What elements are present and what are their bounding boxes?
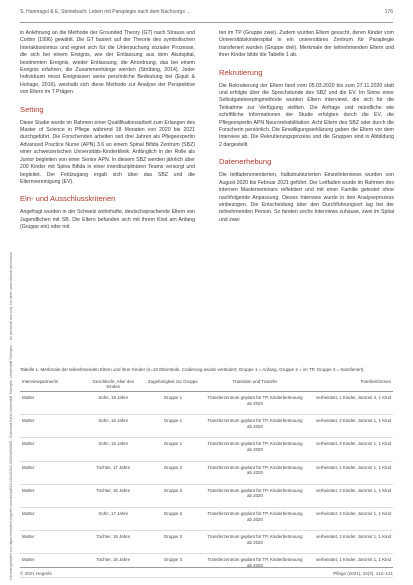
table-cell: Mutter xyxy=(20,484,83,507)
table-cell: Mutter xyxy=(20,554,83,577)
footer-rule xyxy=(20,567,393,568)
table-cell: Gruppe 3 xyxy=(143,554,203,577)
table-cell: Sohn, 15 Jahre xyxy=(83,392,143,415)
heading-rekrutierung: Rekrutierung xyxy=(219,67,263,77)
table-cell: Sohn, 15 Jahre xyxy=(83,438,143,461)
table-cell: Transferzentrum geplant für TP, Kinderbetreuung ab 2020 xyxy=(203,415,307,438)
side-margin-text: Heruntergeladen von https://econtent.hogrefe.com/doi/pdf/10.1024/1012-5302/a000805 - Eberhard Karls Universität Tübingen, Universität Tübingen ... for personal use only. No other uses without permission. xyxy=(9,250,13,580)
table-cell: verheiratet, 3 Kinder, Jaromir 1, 1 Kind xyxy=(307,531,393,554)
table-cell: verheiratet, 1 Kinder, Jaromir 1, 1 Kind xyxy=(307,554,393,577)
table-cell: verheiratet, 1 Kinder, Jaromir 4, 1 Kind xyxy=(307,392,393,415)
table-cell: Mutter xyxy=(20,507,83,530)
table-cell: Transferzentrum geplant für TP, Kinderbetreuung ab 2020 xyxy=(203,461,307,484)
right-paragraph-3: Die leitfadenorientierten, halbstrukturierten Einzelinterviews wurden von August 2020 bis Februar 2021 geführt. Der Leitfaden wurde im Rahmen des internen Masterseminars reflektiert und mit einer Familie getestet ohne nachfolgende Anpassung. Dieses Interview wurde in den Analyseprozess einbezogen. Die Entscheidung über den Durchführungsort lag bei der teilnehmenden Person. So fanden sechs Interviews zuhause, zwei im Spital und zwei xyxy=(219,172,394,223)
table-cell: Mutter xyxy=(20,531,83,554)
right-column xyxy=(219,30,394,230)
table-cell: verheiratet, 1 Kinder, Jaromir 1, 1 Kind xyxy=(307,461,393,484)
table-cell: Transferzentrum geplant für TP, Kinderbetreuung ab 2020 xyxy=(203,438,307,461)
table-row xyxy=(20,507,393,530)
table-cell: Gruppe 2 xyxy=(143,461,203,484)
col-header: Transition und Transfer xyxy=(203,377,307,392)
table-cell: Gruppe 3 xyxy=(143,531,203,554)
page-footer xyxy=(20,569,393,579)
table-cell: verheiratet, 2 Kinder, Jaromir 1, 1 Kind xyxy=(307,484,393,507)
table-row xyxy=(20,531,393,554)
table-cell: Transferzentrum geplant für TP, Kinderbetreuung ab 2020 xyxy=(203,531,307,554)
right-paragraph-2: Die Rekrutierung der Eltern fand vom 05.03.2020 bis zum 27.11.2020 statt und erfolgte über die Sprechstunde des SBZ und die EV. Im Sinne einer Selbstgatekeepingmethode wurden Eltern interviewt, die sich für die Teilnahme zur Verfügung stellten. Die Anfrage und mündliche wie schriftliche Informationen der Studie erfolgten durch die EV, die Pflegeexpertin APN Neurorehabilitation. Acht Eltern des SBZ oder durch die Forscherin persönlich. Die Einwilligungserklärung gaben die Eltern vor dem Interview ab. Die Rekrutierungsprozess und die Gruppen sind in Abbildung 2 dargestellt. xyxy=(219,82,394,148)
col-header: Geschlecht, Alter des Kindes xyxy=(83,377,143,392)
left-paragraph-1: in Anlehnung an die Methode der Grounded Theory (GT) nach Strauss und Corbin (1996) gewählt. Die GT basiert auf der Theorie des symbolischen Interaktionismus und eignet sich für die Untersuchung sozialer Prozesse, die sich bei einem Ereignis, wie der Entlassung aus dem Akutspital, bestimmten Ereignis, wieder Entlassung, die Anordnung, das bei einem Ereignis erfahren, die Zusammenhänge werden (Strübing, 2014). Jeder Individuum misst Ereignissen seine persönliche Bedeutung bei (Equit & Hohage, 2016), weshalb sich diese Methode zur Analyse der Perspektive von Eltern im T Prägen. xyxy=(20,30,195,96)
table-cell: verheiratet, 2 Kinder, Jaromir 1, 1 Kind xyxy=(307,415,393,438)
table-cell: verheiratet, 4 Kinder, Jaromir 1, 1 Kind xyxy=(307,507,393,530)
table-cell: Transferzentrum geplant für TP, Kinderbetreuung ab 2020 xyxy=(203,484,307,507)
table-caption: Tabelle 1. Merkmale der teilnehmenden Eltern und ihrer Kinder (n=10 Elternteile, Codierung wurde verändert; Gruppe 1 = Anfang, Gruppe 2 = im TP, Gruppe 3 = transferiert) xyxy=(20,367,364,372)
table-block xyxy=(20,367,393,578)
heading-einschlusskriterien: Ein- und Ausschlusskriterien xyxy=(20,194,116,204)
table-row xyxy=(20,484,393,507)
heading-setting: Setting xyxy=(20,104,44,114)
table-cell: Mutter xyxy=(20,392,83,415)
heading-datenerhebung: Datenerhebung xyxy=(219,157,272,167)
table-cell: Mutter xyxy=(20,438,83,461)
table-row xyxy=(20,438,393,461)
running-head xyxy=(20,6,393,20)
left-paragraph-2: Diese Studie wurde im Rahmen einer Qualifikationsarbeit zum Erlangen des Master of Science in Pflege während 18 Monaten von 2020 bis 2021 durchgeführt. Die Forschenden arbeiten seit drei Jahren als Pflegeexpertin Advanced Practice Nurse (APN) 3.6 an einem Spinal Bifida Zentrum (SBZ) einer schweizerischen Universitäts-Kinderklinik. Anfänglich in der Rolle als Junior begleiten von einer Senior APN. In diesem SBZ werden jährlich über 200 Kinder mit Spina Bifida in einer interdisziplinären Teams versorgt und begleitet. Der Feldzugang ergab sich über das SBZ und die Elternvereinigung (EV). xyxy=(20,119,195,185)
col-header: Interviewpartner/in xyxy=(20,377,83,392)
running-head-title: S. Hanmagel & E. Steinebach: Leben mit Paraplegie nach dem Nachsorge ... xyxy=(20,9,191,15)
table-row xyxy=(20,461,393,484)
page-number: 176 xyxy=(384,9,393,15)
col-header: Zugehörigkeit zur Gruppe xyxy=(143,377,203,392)
right-paragraph-1: ten im TP (Gruppe zwei). Zudem wurden Eltern gesucht, deren Kinder vom Universitätskinderspital in ein universitäres Zentrum für Paraplegie transferiert wurden (Gruppe drei). Merkmale der teilnehmenden Eltern und ihrer Kinder bilde die Tabelle 1 ab. xyxy=(219,30,394,59)
table-cell: Gruppe 1 xyxy=(143,392,203,415)
left-column xyxy=(20,30,195,238)
table-cell: Transferzentrum geplant für TP, Kinderbetreuung ab 2020 xyxy=(203,507,307,530)
table-cell: Tochter, 17 Jahre xyxy=(83,461,143,484)
footer-copyright: © 2021 Hogrefe xyxy=(20,571,52,576)
table-cell: Tochter, 19 Jahre xyxy=(83,531,143,554)
table-cell: Mutter xyxy=(20,461,83,484)
table-cell: Transferzentrum geplant für TP, Kinderbetreuung ab 2020 xyxy=(203,392,307,415)
table-cell: Gruppe 1 xyxy=(143,438,203,461)
table-cell: Tochter, 15 Jahre xyxy=(83,484,143,507)
table-cell: verheiratet, 3 Kinder, Jaromir 1, 1 Kind xyxy=(307,438,393,461)
table-row xyxy=(20,392,393,415)
table-cell: Tochter, 16 Jahre xyxy=(83,554,143,577)
table-cell: Gruppe 1 xyxy=(143,415,203,438)
table-cell: Sohn, 16 Jahre xyxy=(83,415,143,438)
table-cell: Sohn, 17 Jahre xyxy=(83,507,143,530)
side-margin-note xyxy=(2,2,13,582)
table-cell: Transferzentrum geplant für TP, Kinderbetreuung ab 2020 xyxy=(203,554,307,577)
table-cell: Mutter xyxy=(20,415,83,438)
table-row xyxy=(20,415,393,438)
table-cell: Gruppe 2 xyxy=(143,484,203,507)
left-paragraph-3: Angefragt wurden in der Schweiz wohnhafte, deutschsprachende Eltern von Jugendlichen mit SB. Die Eltern befanden sich mit ihrem Kind am Anfang (Gruppe ein) oder mit xyxy=(20,209,195,231)
table-cell: Gruppe 2 xyxy=(143,507,203,530)
header-rule xyxy=(20,22,393,23)
participants-table xyxy=(20,377,393,578)
col-header: Familienformen xyxy=(307,377,393,392)
table-header-row xyxy=(20,377,393,392)
footer-citation: Pflege (2021), 34(3), 113–121 xyxy=(333,571,393,576)
